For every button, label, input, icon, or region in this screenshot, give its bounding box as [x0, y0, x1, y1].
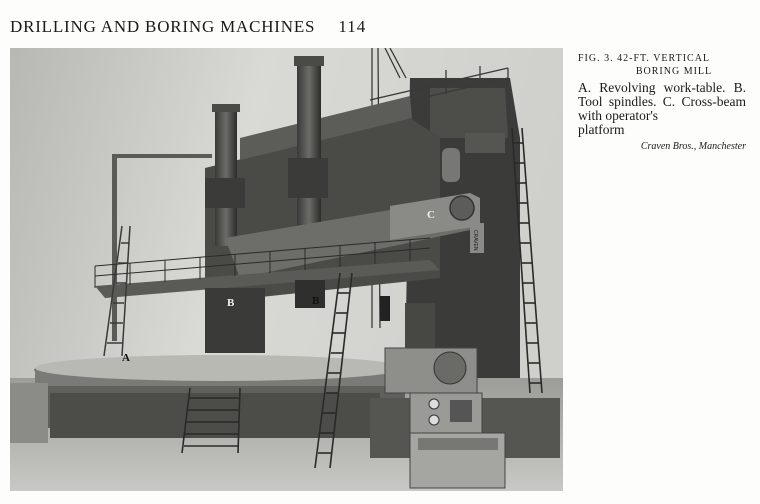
figure-label-line2: BORING MILL — [635, 66, 713, 77]
page-number: 114 — [338, 17, 367, 36]
figure-photograph — [10, 48, 563, 491]
figure-legend — [578, 81, 746, 137]
callout-c: C — [427, 209, 435, 221]
figure-label-line1: FIG. 3. 42-FT. VERTICAL — [578, 53, 711, 64]
running-head — [10, 17, 366, 37]
left-saddle — [205, 288, 265, 353]
callout-b-left: B — [227, 297, 235, 309]
figure-legend-end: platform — [578, 122, 625, 137]
figure-label — [578, 52, 746, 78]
right-ram — [297, 60, 321, 230]
housing-window — [442, 148, 460, 182]
background-pipe — [112, 156, 117, 341]
chapter-title: DRILLING AND BORING MACHINES — [10, 17, 316, 36]
machine-lettering: CRAVEN — [472, 230, 478, 251]
gauge-icon — [429, 399, 439, 409]
callout-b-right: B — [312, 295, 320, 307]
callout-a: A — [122, 352, 130, 364]
left-block — [10, 383, 48, 443]
boring-mill-illustration — [10, 48, 563, 491]
photo-credit: Craven Bros., Manchester — [640, 141, 746, 152]
left-ram — [215, 106, 237, 246]
right-saddle — [295, 280, 325, 308]
figure-legend-text: A. Revolving work-table. B. Tool spindles. C. Cross-beam with operator's — [578, 80, 746, 123]
figure-caption — [578, 52, 746, 154]
